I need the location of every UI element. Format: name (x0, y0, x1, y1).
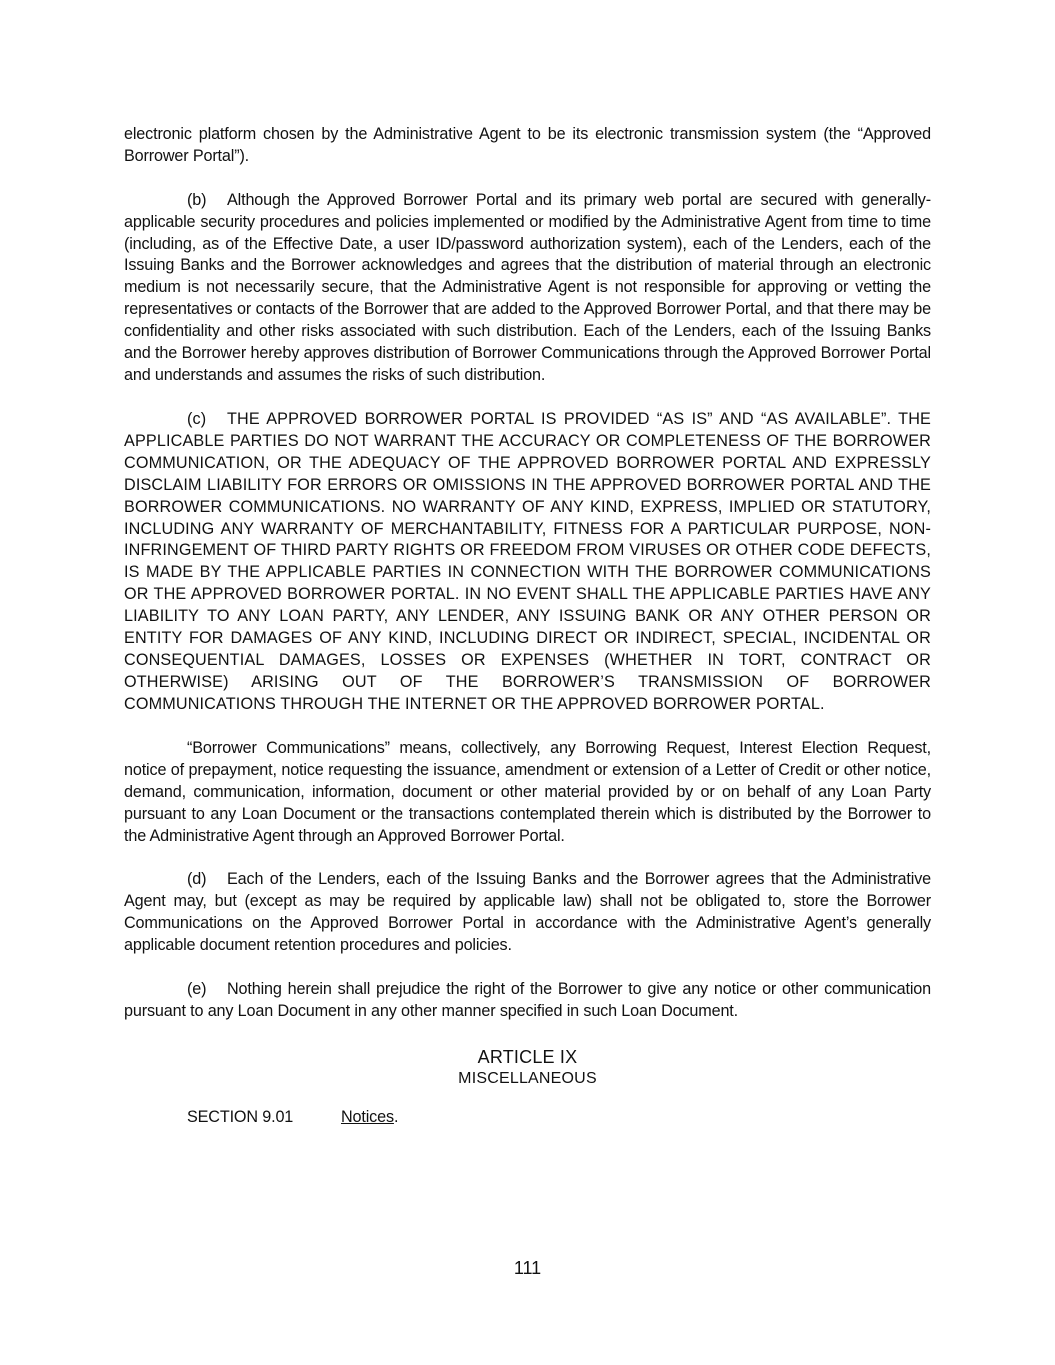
paragraph-c (124, 409, 931, 716)
paragraph-c-label: (c) (187, 409, 207, 428)
paragraph-d-label: (d) (187, 870, 207, 889)
article-heading (124, 1046, 931, 1090)
article-subtitle: MISCELLANEOUS (458, 1069, 597, 1087)
paragraph-e (124, 979, 931, 1023)
document-body (124, 124, 931, 1129)
definition-paragraph: “Borrower Communications” means, collectively, any Borrowing Request, Interest Election Request, notice of prepayment, notice requesting the issuance, amendment or extension of a Letter of Credit or other notice, demand, communication, information, document or other material provided by or on behalf of any Loan Party pursuant to any Loan Document or the transactions contemplated therein which is distributed by the Borrower to the Administrative Agent through an Approved Borrower Portal. (124, 738, 931, 845)
paragraph-c-text: THE APPROVED BORROWER PORTAL IS PROVIDED “AS IS” AND “AS AVAILABLE”. THE APPLICABLE PARTIES DO NOT WARRANT THE ACCURACY OR COMPLETENESS OF THE BORROWER COMMUNICATION, OR THE ADEQUACY OF THE APPROVED BORROWER PORTAL AND EXPRESSLY DISCLAIM LIABILITY FOR ERRORS OR OMISSIONS IN THE APPROVED BORROWER PORTAL AND THE BORROWER COMMUNICATIONS. NO WARRANTY OF ANY KIND, EXPRESS, IMPLIED OR STATUTORY, INCLUDING ANY WARRANTY OF MERCHANTABILITY, FITNESS FOR A PARTICULAR PURPOSE, NON-INFRINGEMENT OF THIRD PARTY RIGHTS OR FREEDOM FROM VIRUSES OR OTHER CODE DEFECTS, IS MADE BY THE APPLICABLE PARTIES IN CONNECTION WITH THE BORROWER COMMUNICATIONS OR THE APPROVED BORROWER PORTAL. IN NO EVENT SHALL THE APPLICABLE PARTIES HAVE ANY LIABILITY TO ANY LOAN PARTY, ANY LENDER, ANY ISSUING BANK OR ANY OTHER PERSON OR ENTITY FOR DAMAGES OF ANY KIND, INCLUDING DIRECT OR INDIRECT, SPECIAL, INCIDENTAL OR CONSEQUENTIAL DAMAGES, LOSSES OR EXPENSES (WHETHER IN TORT, CONTRACT OR OTHERWISE) ARISING OUT OF THE BORROWER’S TRANSMISSION OF BORROWER COMMUNICATIONS THROUGH THE INTERNET OR THE APPROVED BORROWER PORTAL. (124, 409, 931, 714)
section-title: Notices (341, 1107, 394, 1126)
paragraph-b-text: Although the Approved Borrower Portal and its primary web portal are secured with generally-applicable security procedures and policies implemented or modified by the Administrative Agent from time to time (including, as of the Effective Date, a user ID/password authorization system), each of the Lenders, each of the Issuing Banks and the Borrower acknowledges and agrees that the distribution of material through an electronic medium is not necessarily secure, that the Administrative Agent is not responsible for approving or vetting the representatives or contacts of the Borrower that are added to the Approved Borrower Portal, and that there may be confidentiality and other risks associated with such distribution. Each of the Lenders, each of the Issuing Banks and the Borrower hereby approves distribution of Borrower Communications through the Approved Borrower Portal and understands and assumes the risks of such distribution. (124, 190, 931, 384)
section-number: SECTION 9.01 (187, 1107, 294, 1126)
paragraph-b (124, 190, 931, 387)
page-number: 111 (513, 1258, 542, 1278)
paragraph-d-text: Each of the Lenders, each of the Issuing Banks and the Borrower agrees that the Administrative Agent may, but (except as may be required by applicable law) shall not be obligated to, store the Borrower Communications on the Approved Borrower Portal in accordance with the Administrative Agent’s generally applicable document retention procedures and policies. (124, 870, 931, 955)
paragraph-d (124, 869, 931, 957)
continuation-paragraph: electronic platform chosen by the Administrative Agent to be its electronic transmission system (the “Approved Borrower Portal”). (124, 125, 931, 165)
paragraph-e-label: (e) (187, 979, 207, 998)
paragraph-e-text: Nothing herein shall prejudice the right of the Borrower to give any notice or other communication pursuant to any Loan Document in any other manner specified in such Loan Document. (124, 979, 931, 1020)
section-title-period: . (393, 1107, 399, 1126)
paragraph-b-label: (b) (187, 190, 207, 209)
section-heading (124, 1107, 931, 1129)
article-title: ARTICLE IX (477, 1046, 578, 1067)
